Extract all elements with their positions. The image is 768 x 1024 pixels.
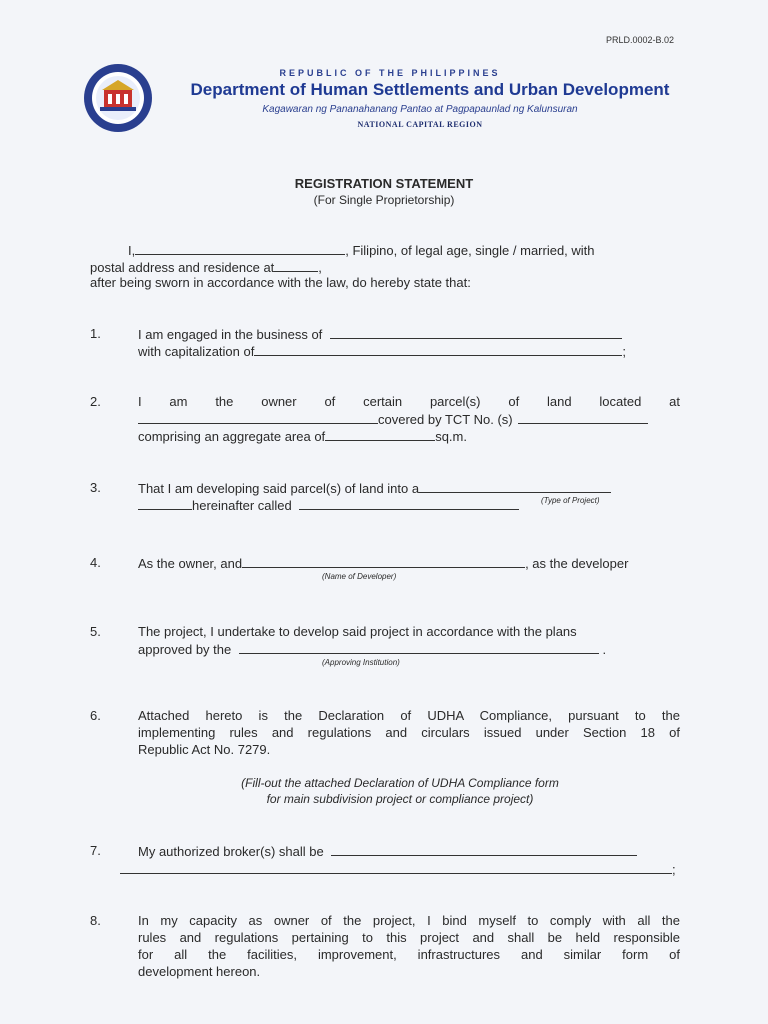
document-subtitle: (For Single Proprietorship) bbox=[313, 193, 455, 207]
header-republic: REPUBLIC OF THE PHILIPPINES bbox=[279, 68, 501, 78]
item-2-line-1: I am the owner of certain parcel(s) of land located at bbox=[138, 394, 680, 409]
item-1-line-1 bbox=[138, 326, 622, 343]
caption-name-of-developer: (Name of Developer) bbox=[322, 572, 397, 581]
item-5-end: . bbox=[602, 642, 607, 657]
item-6-note-1: (Fill-out the attached Declaration of UDHA Compliance form bbox=[241, 776, 559, 790]
item-6-line-1: Attached hereto is the Declaration of UDHA Compliance, pursuant to the bbox=[138, 708, 680, 723]
item-2-number: 2. bbox=[90, 394, 101, 409]
item-7-end: ; bbox=[672, 862, 676, 877]
tct-blank[interactable] bbox=[518, 411, 648, 424]
intro-line-2 bbox=[90, 259, 322, 276]
document-code: PRLD.0002-B.02 bbox=[606, 35, 675, 45]
item-5-number: 5. bbox=[90, 624, 101, 639]
intro-line-3: after being sworn in accordance with the law, do hereby state that: bbox=[90, 275, 471, 290]
developer-blank[interactable] bbox=[242, 555, 525, 568]
dhsud-seal-icon bbox=[82, 62, 154, 134]
item-8-line-1: In my capacity as owner of the project, I bind myself to comply with all the bbox=[138, 913, 680, 928]
project-type-blank[interactable] bbox=[419, 480, 611, 493]
business-blank[interactable] bbox=[330, 326, 622, 339]
item-4-end: , as the developer bbox=[525, 556, 629, 571]
document-title: REGISTRATION STATEMENT bbox=[294, 176, 474, 191]
item-3-line-1 bbox=[138, 480, 611, 497]
item-1-end: ; bbox=[622, 344, 626, 359]
item-4-line-1 bbox=[138, 555, 628, 572]
project-name-blank-b[interactable] bbox=[299, 497, 519, 510]
item-1-capitalization-label: with capitalization of bbox=[138, 344, 255, 359]
item-3-line-2 bbox=[138, 497, 519, 514]
item-8-line-4: development hereon. bbox=[138, 964, 261, 979]
item-7-line-1 bbox=[138, 843, 637, 860]
broker-blank-b[interactable] bbox=[120, 861, 672, 874]
item-8-line-3: for all the facilities, improvement, infrastructures and similar form of bbox=[138, 947, 680, 962]
item-6-line-2: implementing rules and regulations and circulars issued under Section 18 of bbox=[138, 725, 680, 740]
item-5-approved-label: approved by the bbox=[138, 642, 232, 657]
item-6-number: 6. bbox=[90, 708, 101, 723]
caption-type-of-project: (Type of Project) bbox=[541, 496, 600, 505]
item-3-number: 3. bbox=[90, 480, 101, 495]
item-5-line-1: The project, I undertake to develop said project in accordance with the plans bbox=[138, 624, 577, 639]
item-2-unit: sq.m. bbox=[435, 429, 467, 444]
item-6-line-3: Republic Act No. 7279. bbox=[138, 742, 271, 757]
item-2-line-3 bbox=[138, 428, 467, 445]
item-7-line-2 bbox=[120, 861, 676, 878]
item-6-note-2: for main subdivision project or compliance project) bbox=[266, 792, 534, 806]
item-4-number: 4. bbox=[90, 555, 101, 570]
capitalization-blank[interactable] bbox=[254, 343, 622, 356]
item-2-tct-label: covered by TCT No. (s) bbox=[378, 412, 513, 427]
intro-line-1 bbox=[128, 242, 595, 259]
area-blank[interactable] bbox=[325, 428, 435, 441]
intro-address-label: postal address and residence at bbox=[90, 260, 275, 275]
item-8-line-2: rules and regulations pertaining to this project and shall be held responsible bbox=[138, 930, 680, 945]
item-5-line-2 bbox=[138, 641, 606, 658]
item-2-line-2 bbox=[138, 411, 648, 428]
approving-institution-blank[interactable] bbox=[239, 641, 599, 654]
intro-prefix: I, bbox=[128, 243, 136, 258]
broker-blank-a[interactable] bbox=[331, 843, 637, 856]
project-name-blank-a[interactable] bbox=[138, 497, 192, 510]
item-3-text: That I am developing said parcel(s) of land into a bbox=[138, 481, 420, 496]
location-blank[interactable] bbox=[138, 411, 378, 424]
item-1-number: 1. bbox=[90, 326, 101, 341]
intro-line-2-end: , bbox=[318, 260, 322, 275]
item-3-called-label: hereinafter called bbox=[192, 498, 292, 513]
item-7-text: My authorized broker(s) shall be bbox=[138, 844, 324, 859]
address-blank[interactable] bbox=[274, 259, 318, 272]
header-filipino-name: Kagawaran ng Pananahanang Pantao at Pagpapaunlad ng Kalunsuran bbox=[262, 104, 578, 115]
item-8-number: 8. bbox=[90, 913, 101, 928]
name-blank[interactable] bbox=[135, 242, 345, 255]
item-7-number: 7. bbox=[90, 843, 101, 858]
header-department: Department of Human Settlements and Urban Development bbox=[190, 80, 670, 99]
caption-approving-institution: (Approving Institution) bbox=[322, 658, 400, 667]
intro-line-1-end: , Filipino, of legal age, single / married, with bbox=[345, 243, 595, 258]
item-1-text: I am engaged in the business of bbox=[138, 327, 323, 342]
header-region: NATIONAL CAPITAL REGION bbox=[357, 120, 483, 129]
item-2-area-label: comprising an aggregate area of bbox=[138, 429, 326, 444]
item-4-text: As the owner, and bbox=[138, 556, 243, 571]
item-1-line-2 bbox=[138, 343, 626, 360]
